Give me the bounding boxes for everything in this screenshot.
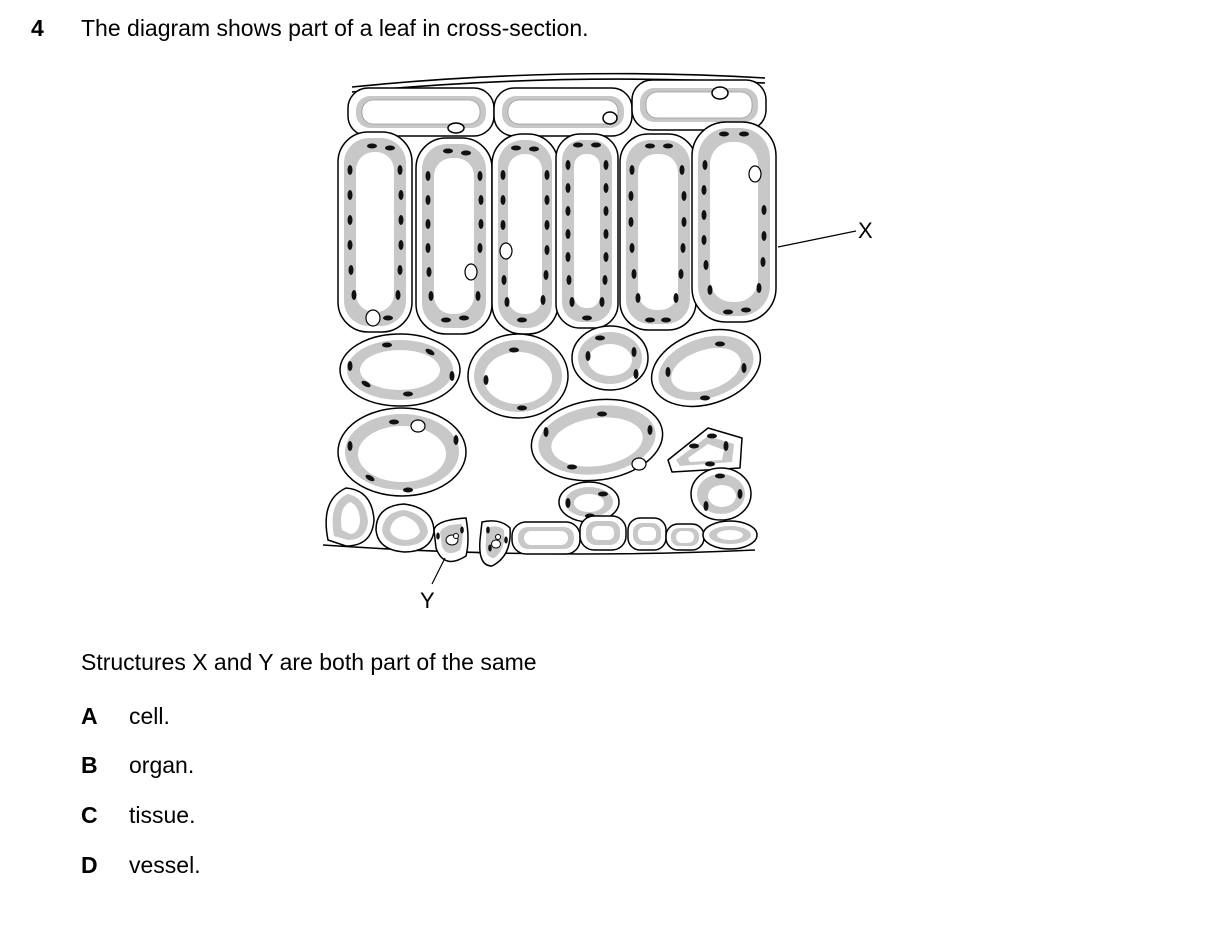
label-y-line	[432, 558, 445, 584]
palisade-cell-6	[692, 122, 776, 322]
palisade-layer	[338, 122, 776, 334]
option-d-letter: D	[81, 852, 98, 878]
lower-epidermis-cell-1	[326, 488, 374, 546]
lower-epidermis-cell-7	[703, 521, 757, 549]
lower-epidermis-cell-4	[580, 516, 626, 550]
question-number: 4	[31, 15, 44, 41]
option-c-letter: C	[81, 802, 98, 828]
option-b-letter: B	[81, 752, 98, 778]
label-y: Y	[420, 588, 435, 613]
question-prompt: Structures X and Y are both part of the same	[81, 649, 537, 675]
spongy-cell-7	[668, 428, 742, 472]
spongy-cell-4	[642, 316, 771, 419]
option-a-text: cell.	[129, 703, 170, 729]
option-b-text: organ.	[129, 752, 195, 778]
lower-epidermis-cell-6	[666, 524, 704, 550]
upper-epidermis	[348, 80, 766, 136]
palisade-cell-1	[338, 132, 412, 332]
lower-epidermis-cell-5	[628, 518, 666, 550]
spongy-mesophyll	[338, 316, 770, 522]
spongy-cell-5	[338, 408, 466, 496]
spongy-cell-1	[340, 334, 460, 406]
spongy-cell-2	[468, 334, 568, 418]
label-x: X	[858, 218, 873, 243]
option-a-letter: A	[81, 703, 98, 729]
option-d-text: vessel.	[129, 852, 201, 878]
lower-epidermis-cell-2	[376, 504, 434, 552]
palisade-cell-2	[416, 138, 492, 334]
option-c-text: tissue.	[129, 802, 196, 828]
label-x-line	[778, 231, 856, 247]
lower-epidermis-cell-3	[512, 522, 580, 554]
palisade-cell-5	[620, 134, 696, 330]
guard-cell-right	[480, 521, 510, 566]
spongy-cell-3	[572, 326, 648, 390]
palisade-cell-4	[556, 134, 618, 328]
palisade-cell-3	[492, 134, 558, 334]
question-stem: The diagram shows part of a leaf in cross-section.	[81, 15, 589, 41]
guard-cell-left	[434, 518, 468, 561]
